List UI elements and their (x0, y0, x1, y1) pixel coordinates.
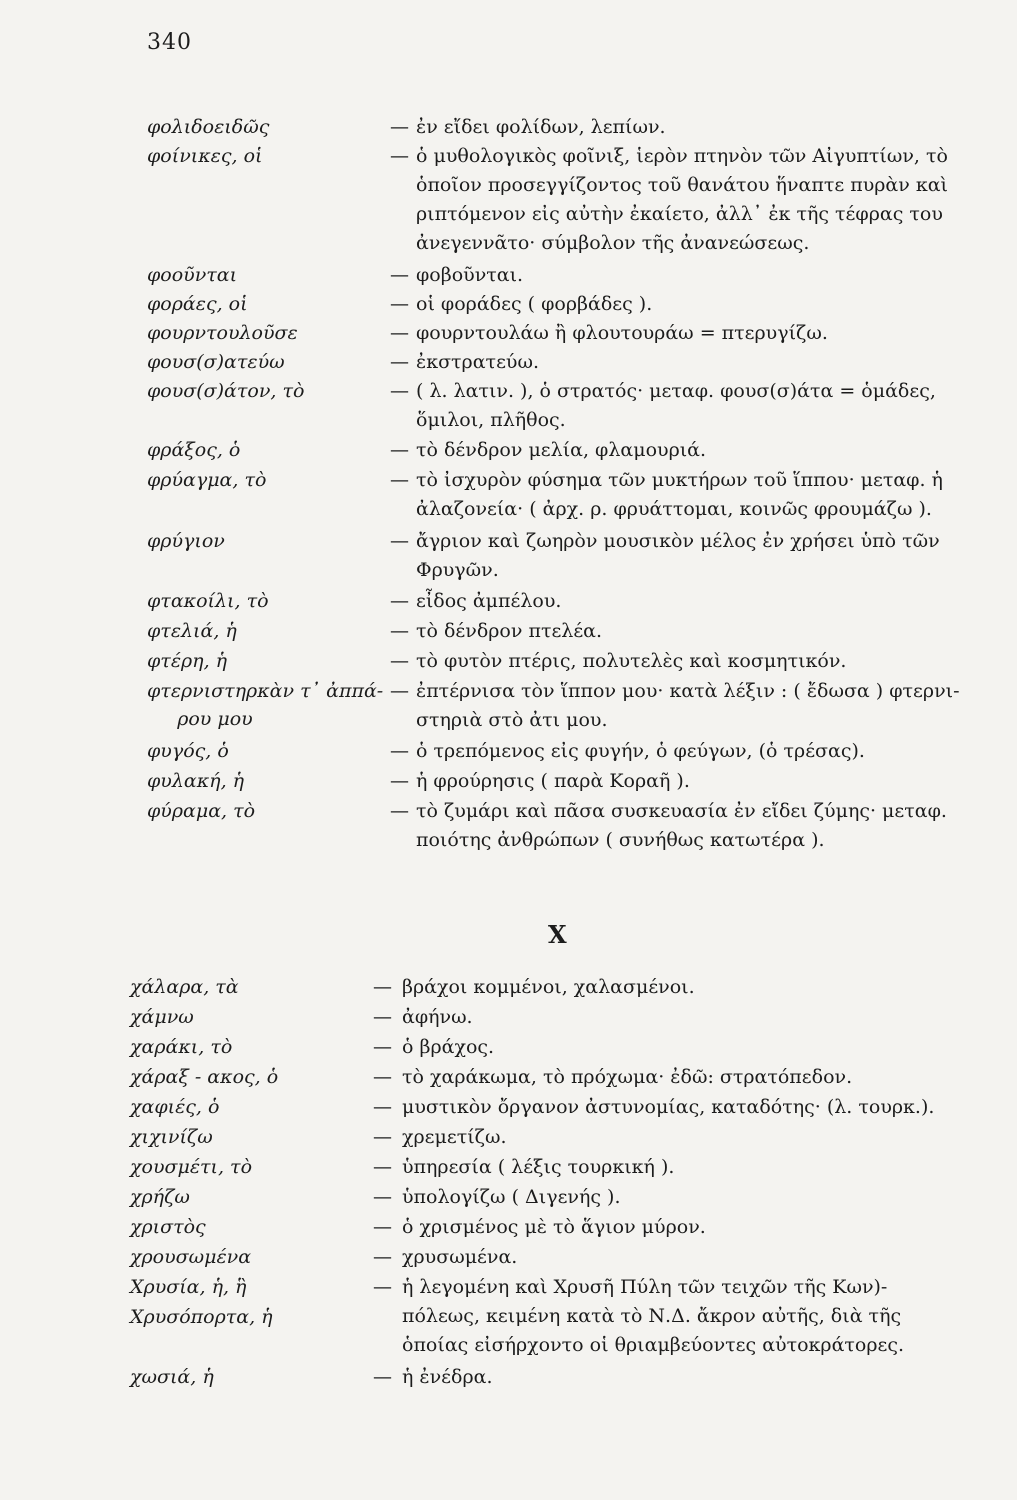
definition: εἶδος ἀμπέλου. (416, 590, 562, 612)
definition: ὑπολογίζω ( Διγενής ). (402, 1186, 621, 1208)
entry-dash: — (373, 1036, 392, 1058)
entry-dash: — (373, 1156, 392, 1178)
definition: ἡ ἐνέδρα. (402, 1366, 493, 1388)
definition: ὁ χρισμένος μὲ τὸ ἅγιον μύρον. (402, 1216, 706, 1238)
entry-dash: — (390, 770, 409, 792)
definition: βράχοι κομμένοι, χαλασμένοι. (402, 976, 695, 998)
entry-dash: — (373, 1366, 392, 1388)
entry-dash: — (390, 116, 409, 138)
entry-dash: — (390, 264, 409, 286)
definition: ἡ λεγομένη καὶ Χρυσῆ Πύλη τῶν τειχῶν τῆς Κων)- πόλεως, κειμένη κατὰ τὸ Ν.Δ. ἄκρον αὐτῆς, διὰ τῆς ὁποίας εἰσήρχοντο οἱ θριαμβεύοντες αὐτοκράτορες. (402, 1276, 905, 1356)
definition: ( λ. λατιν. ), ὁ στρατός· μεταφ. φουσ(σ)άτα = ὁμάδες, ὅμιλοι, πλῆθος. (416, 380, 936, 431)
headword: χάλαρα, τὰ (130, 976, 239, 998)
headword: φοίνικες, οἱ (147, 145, 263, 167)
entry-dash: — (373, 1186, 392, 1208)
entry-dash: — (373, 976, 392, 998)
entry-dash: — (373, 1276, 392, 1298)
entry-dash: — (390, 530, 409, 552)
definition: ἐν εἴδει φολίδων, λεπίων. (416, 116, 666, 138)
entry-dash: — (390, 680, 409, 702)
definition: τὸ δένδρον πτελέα. (416, 620, 603, 642)
definition: ἡ φρούρησις ( παρὰ Κοραῆ ). (416, 770, 690, 792)
section-letter-chi: Χ (548, 920, 567, 949)
headword: φοοῦνται (147, 264, 238, 286)
headword: φτέρη, ἡ (147, 650, 228, 672)
headword: Χρυσία, ἡ, ἣ (130, 1276, 247, 1298)
entry-dash: — (373, 1216, 392, 1238)
definition: μυστικὸν ὄργανον ἀστυνομίας, καταδότης· (λ. τουρκ.). (402, 1096, 935, 1118)
headword: φοράες, οἱ (147, 293, 248, 315)
headword: φυγός, ὁ (147, 740, 229, 762)
entry-dash: — (390, 145, 409, 167)
headword: Χρυσόπορτα, ἡ (130, 1306, 273, 1328)
entry-dash: — (390, 469, 409, 491)
headword: φουσ(σ)ατεύω (147, 351, 285, 373)
headword: φτερνιστηρκὰν τ᾽ ἀππά- ρου μου (147, 680, 384, 730)
definition: φουρντουλάω ἢ φλουτουράω = πτερυγίζω. (416, 322, 828, 344)
headword: φτελιά, ἡ (147, 620, 237, 642)
definition: ὁ βράχος. (402, 1036, 495, 1058)
definition: τὸ ἰσχυρὸν φύσημα τῶν μυκτήρων τοῦ ἵππου· μεταφ. ἡ ἀλαζονεία· ( ἀρχ. ρ. φρυάττομαι, κοινῶς φρουμάζω ). (416, 469, 943, 520)
headword: χάραξ - ακος, ὁ (130, 1066, 279, 1088)
headword: χρήζω (130, 1186, 190, 1208)
entry-dash: — (373, 1126, 392, 1148)
definition: τὸ ζυμάρι καὶ πᾶσα συσκευασία ἐν εἴδει ζύμης· μεταφ. ποιότης ἀνθρώπων ( συνήθως κατωτέρα ). (416, 800, 947, 851)
headword: φουρντουλοῦσε (147, 322, 298, 344)
headword: χωσιά, ἡ (130, 1366, 214, 1388)
headword: χαφιές, ὁ (130, 1096, 220, 1118)
headword: φυλακή, ἡ (147, 770, 245, 792)
definition: φοβοῦνται. (416, 264, 524, 286)
headword: φρύγιον (147, 530, 225, 552)
definition: οἱ φοράδες ( φορβάδες ). (416, 293, 653, 315)
headword: φτακοίλι, τὸ (147, 590, 269, 612)
entry-dash: — (390, 293, 409, 315)
entry-dash: — (373, 1066, 392, 1088)
definition: τὸ χαράκωμα, τὸ πρόχωμα· ἐδῶ: στρατόπεδον. (402, 1066, 853, 1088)
entry-dash: — (390, 800, 409, 822)
entry-dash: — (390, 351, 409, 373)
headword: φύραμα, τὸ (147, 800, 256, 822)
entry-dash: — (390, 380, 409, 402)
definition: χρυσωμένα. (402, 1246, 518, 1268)
entry-dash: — (390, 322, 409, 344)
headword: χάμνω (130, 1006, 194, 1028)
headword: φρύαγμα, τὸ (147, 469, 267, 491)
definition: ἄγριον καὶ ζωηρὸν μουσικὸν μέλος ἐν χρήσει ὑπὸ τῶν Φρυγῶν. (416, 530, 940, 581)
entry-dash: — (390, 740, 409, 762)
entry-dash: — (390, 650, 409, 672)
definition: ἐκστρατεύω. (416, 351, 539, 373)
definition: ἀφήνω. (402, 1006, 473, 1028)
definition: ὑπηρεσία ( λέξις τουρκική ). (402, 1156, 675, 1178)
definition: τὸ δένδρον μελία, φλαμουριά. (416, 439, 707, 461)
definition: χρεμετίζω. (402, 1126, 507, 1148)
entry-dash: — (373, 1096, 392, 1118)
definition: ὁ τρεπόμενος εἰς φυγήν, ὁ φεύγων, (ὁ τρέσας). (416, 740, 865, 762)
entry-dash: — (373, 1246, 392, 1268)
definition: ἐπτέρνισα τὸν ἵππον μου· κατὰ λέξιν : ( ἔδωσα ) φτερνι- στηριὰ στὸ ἀτι μου. (416, 680, 960, 731)
headword: χριστὸς (130, 1216, 206, 1238)
headword: φράξος, ὁ (147, 439, 241, 461)
headword: φουσ(σ)άτον, τὸ (147, 380, 305, 402)
entry-dash: — (373, 1006, 392, 1028)
headword: φολιδοειδῶς (147, 116, 270, 138)
definition: ὁ μυθολογικὸς φοῖνιξ, ἱερὸν πτηνὸν τῶν Αἰγυπτίων, τὸ ὁποῖον προσεγγίζοντος τοῦ θανάτου ἥναπτε πυρὰν καὶ ριπτόμενον εἰς αὐτὴν ἐκαίετο, ἀλλ᾽ ἐκ τῆς τέφρας του ἀνεγεννᾶτο· σύμβολον τῆς ἀνανεώσεως. (416, 145, 948, 254)
headword: χουσμέτι, τὸ (130, 1156, 253, 1178)
headword: χιχινίζω (130, 1126, 213, 1148)
headword: χρουσωμένα (130, 1246, 252, 1268)
entry-dash: — (390, 439, 409, 461)
entry-dash: — (390, 620, 409, 642)
entry-dash: — (390, 590, 409, 612)
page-number: 340 (147, 30, 192, 55)
definition: τὸ φυτὸν πτέρις, πολυτελὲς καὶ κοσμητικόν. (416, 650, 847, 672)
headword: χαράκι, τὸ (130, 1036, 233, 1058)
